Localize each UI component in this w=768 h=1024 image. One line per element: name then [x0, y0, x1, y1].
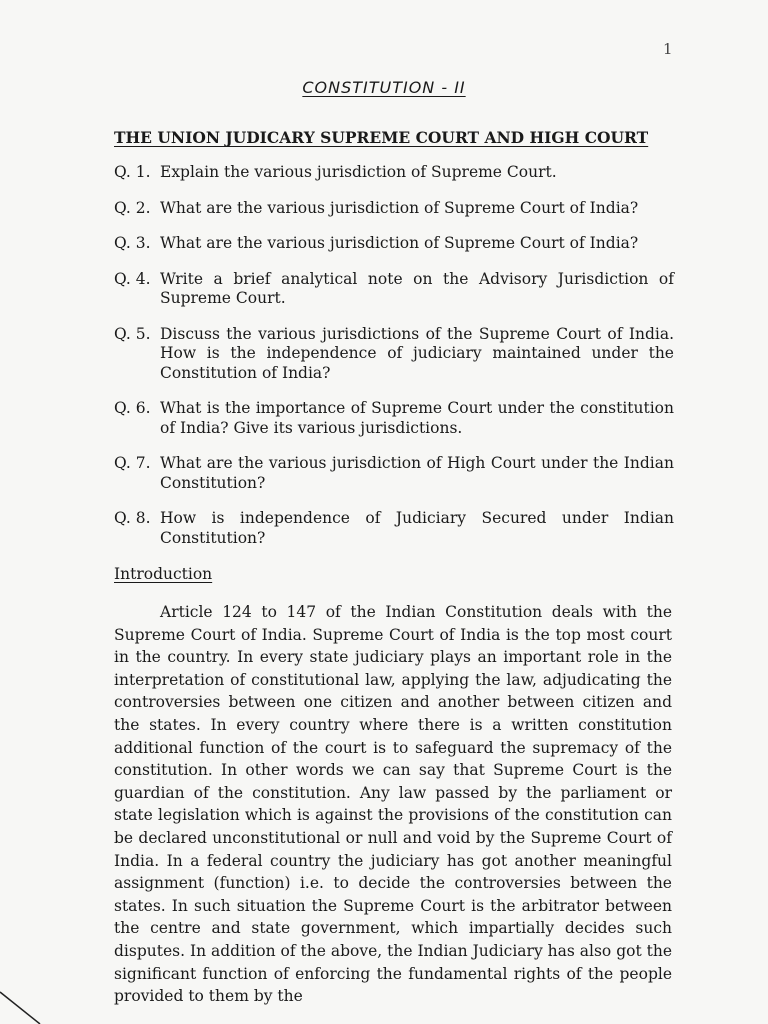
question-item: [114, 509, 674, 548]
question-number: Q. 3.: [114, 234, 151, 252]
question-item: [114, 325, 674, 384]
question-item: [114, 163, 674, 183]
question-list: [114, 163, 674, 564]
question-text: What are the various jurisdiction of High Court under the Indian Constitution?: [160, 454, 674, 492]
section-heading: THE UNION JUDICARY SUPREME COURT AND HIGH COURT: [114, 128, 649, 147]
question-number: Q. 8.: [114, 509, 151, 527]
introduction-heading: Introduction: [114, 565, 213, 583]
question-text: Explain the various jurisdiction of Supreme Court.: [160, 163, 557, 181]
question-item: [114, 454, 674, 493]
question-text: What are the various jurisdiction of Supreme Court of India?: [160, 198, 639, 217]
question-number: Q. 6.: [114, 399, 151, 417]
page-number: 1: [663, 40, 673, 58]
question-item: [114, 234, 674, 254]
question-text: What is the importance of Supreme Court under the constitution of India? Give its various jurisdictions.: [160, 399, 674, 437]
question-number: Q. 1.: [114, 163, 151, 181]
question-number: Q. 5.: [114, 324, 151, 343]
scan-edge-line: [0, 984, 60, 1024]
question-item: [114, 399, 674, 438]
question-item: [114, 199, 674, 219]
introduction-paragraph: Article 124 to 147 of the Indian Constitution deals with the Supreme Court of India. Supreme Court of India is the top most court in the country. In every state judiciary plays an important role in the interpretation of constitutional law, applying the law, adjudicating the controversies between one citizen and another between citizen and the states. In every country where there is a written constitution additional function of the court is to safeguard the supremacy of the constitution. In other words we can say that Supreme Court is the guardian of the constitution. Any law passed by the parliament or state legislation which is against the provisions of the constitution can be declared unconstitutional or null and void by the Supreme Court of India. In a federal country the judiciary has got another meaningful assignment (function) i.e. to decide the controversies between the states. In such situation the Supreme Court is the arbitrator between the centre and state government, which impartially decides such disputes. In addition of the above, the Indian Judiciary has also got the significant function of enforcing the fundamental rights of the people provided to them by the: [114, 603, 672, 1006]
question-item: [114, 270, 674, 309]
question-number: Q. 2.: [114, 198, 151, 217]
question-number: Q. 4.: [114, 269, 151, 288]
question-text: How is independence of Judiciary Secured under Indian Constitution?: [160, 509, 674, 547]
question-text: Discuss the various jurisdictions of the Supreme Court of India. How is the independence of judiciary maintained under the Constitution of India?: [160, 324, 674, 382]
question-number: Q. 7.: [114, 454, 151, 472]
question-text: Write a brief analytical note on the Advisory Jurisdiction of Supreme Court.: [160, 269, 674, 307]
document-title: CONSTITUTION - II: [302, 78, 466, 97]
question-text: What are the various jurisdiction of Supreme Court of India?: [160, 234, 639, 252]
